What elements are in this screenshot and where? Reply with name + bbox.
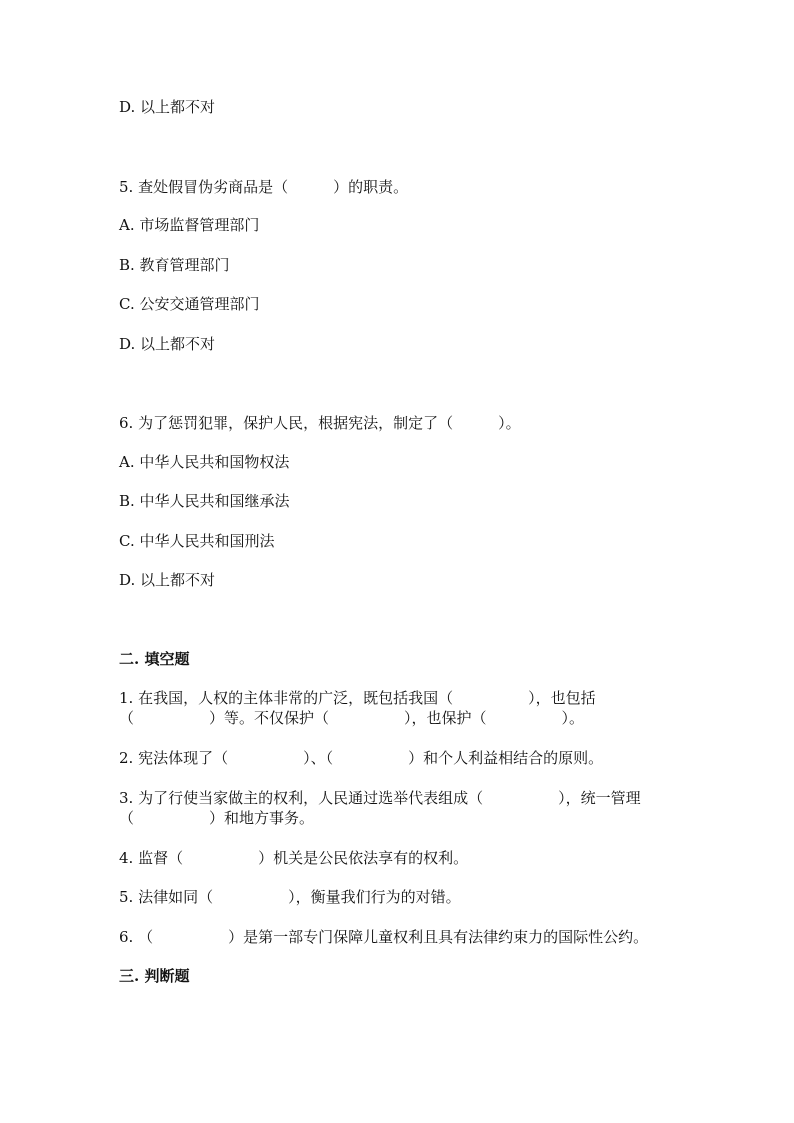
q6-option-b: B. 中华人民共和国继承法: [119, 492, 290, 510]
q5-option-d: D. 以上都不对: [119, 335, 216, 353]
q6-option-c: C. 中华人民共和国刑法: [119, 532, 275, 550]
fill-q5: 5. 法律如同（ ），衡量我们行为的对错。: [119, 888, 461, 906]
fill-q3-line1: 3. 为了行使当家做主的权利，人民通过选举代表组成（ ），统一管理: [119, 789, 641, 807]
q6-option-d: D. 以上都不对: [119, 571, 216, 589]
q4-option-d: D. 以上都不对: [119, 98, 216, 116]
fill-q2: 2. 宪法体现了（ ）、（ ）和个人利益相结合的原则。: [119, 749, 604, 767]
q6-stem: 6. 为了惩罚犯罪，保护人民，根据宪法，制定了（ ）。: [119, 414, 521, 432]
fill-q4: 4. 监督（ ）机关是公民依法享有的权利。: [119, 849, 469, 867]
section-heading-fill-blank: 二. 填空题: [119, 650, 190, 668]
fill-q1-line2: （ ）等。不仅保护（ ），也保护（ ）。: [119, 709, 585, 727]
fill-q3-line2: （ ）和地方事务。: [119, 809, 315, 827]
fill-q6: 6. （ ）是第一部专门保障儿童权利且具有法律约束力的国际性公约。: [119, 928, 649, 946]
section-heading-true-false: 三. 判断题: [119, 967, 190, 985]
q5-option-c: C. 公安交通管理部门: [119, 295, 260, 313]
q5-stem: 5. 查处假冒伪劣商品是（ ）的职责。: [119, 178, 409, 196]
q6-option-a: A. 中华人民共和国物权法: [119, 453, 290, 471]
q5-option-b: B. 教育管理部门: [119, 256, 230, 274]
q5-option-a: A. 市场监督管理部门: [119, 216, 260, 234]
fill-q1-line1: 1. 在我国，人权的主体非常的广泛，既包括我国（ ），也包括: [119, 689, 596, 707]
